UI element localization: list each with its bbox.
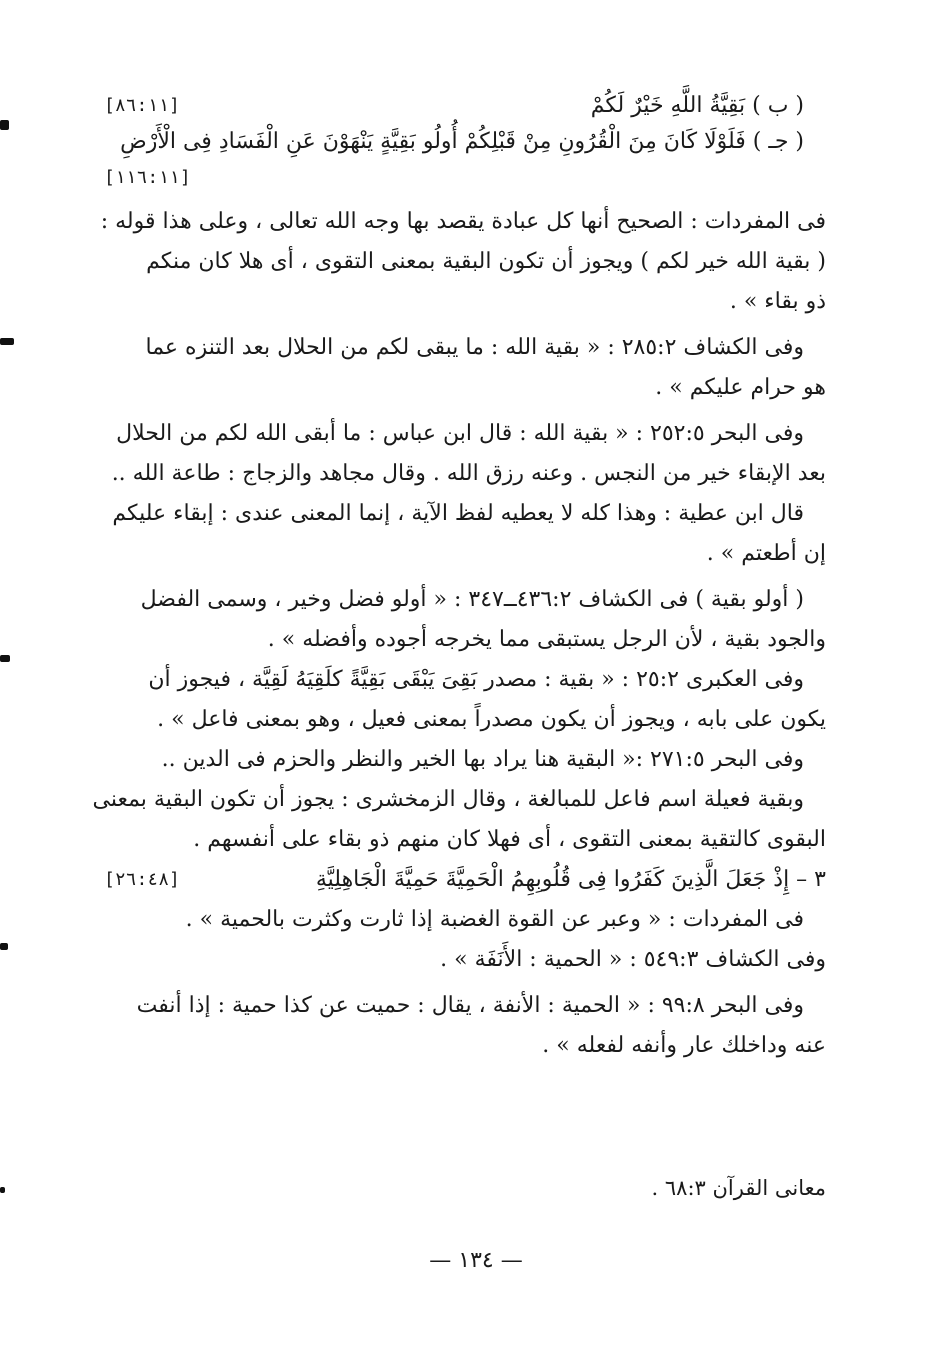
text-line	[98, 986, 826, 1026]
verse-line	[98, 160, 826, 196]
text-line	[98, 282, 826, 322]
line-text: فى المفردات : « وعبر عن القوة الغضبة إذا ثارت وكثرت بالحمية » .	[185, 907, 804, 932]
line-text: ( ب ) بَقِيَّةُ اللَّهِ خَيْرٌ لَكُمْ	[590, 93, 804, 118]
line-text: ( جـ ) فَلَوْلَا كَانَ مِنَ الْقُرُونِ مِنْ قَبْلِكُمْ أُولُو بَقِيَّةٍ يَنْهَوْنَ عَنِ الْفَسَادِ فِى الْأَرْضِ	[120, 129, 804, 154]
text-line	[98, 242, 826, 282]
text-line	[98, 740, 826, 780]
text-line	[98, 700, 826, 740]
line-text: إن أطعتم » .	[706, 541, 826, 566]
line-text: ٣ – إِذْ جَعَلَ الَّذِينَ كَفَرُوا فِى قُلُوبِهِمُ الْحَمِيَّةَ حَمِيَّةَ الْجَاهِلِيَّةِ	[315, 867, 826, 892]
line-text: وبقية فعيلة اسم فاعل للمبالغة ، وقال الزمخشرى : يجوز أن تكون البقية بمعنى	[92, 787, 804, 812]
line-text: ( أولو بقية ) فى الكشاف ٤٣٦:٢ــ٣٤٧ : « أولو فضل وخير ، وسمى الفضل	[140, 587, 804, 612]
page-number: — ١٣٤ —	[429, 1248, 523, 1273]
margin-mark	[0, 1187, 5, 1193]
verse-reference: [٢٦:٤٨]	[104, 869, 180, 890]
text-line	[98, 454, 826, 494]
line-text: يكون على بابه ، ويجوز أن يكون مصدراً بمعنى فعيل ، وهو بمعنى فاعل » .	[157, 707, 826, 732]
line-text: عنه وداخلك عار وأنفه لفعله » .	[542, 1033, 826, 1058]
line-text: بعد الإبقاء خير من النجس . وعنه رزق الله . وقال مجاهد والزجاج : طاعة الله ..	[111, 461, 826, 486]
line-text: وفى البحر ٩٩:٨ : « الحمية : الأنفة ، يقال : حميت عن كذا حمية : إذا أنفت	[136, 993, 804, 1018]
line-text: هو حرام عليكم » .	[655, 375, 826, 400]
line-text: فى المفردات : الصحيح أنها كل عبادة يقصد بها وجه الله تعالى ، وعلى هذا قوله :	[100, 209, 826, 234]
line-text: ذو بقاء » .	[729, 289, 826, 314]
text-line	[98, 414, 826, 454]
verse-reference: [٨٦:١١]	[104, 95, 180, 116]
text-line	[92, 780, 826, 820]
margin-mark	[0, 655, 10, 662]
margin-mark	[0, 120, 9, 130]
line-text: والجود بقية ، لأن الرجل يستبقى مما يخرجه أجوده وأفضله » .	[267, 627, 826, 652]
body-text	[92, 88, 826, 1066]
text-line	[98, 534, 826, 574]
text-line	[98, 660, 826, 700]
line-text: وفى الكشاف ٢٨٥:٢ : « بقية الله : ما يبقى لكم من الحلال بعد التنزه عما	[145, 335, 804, 360]
text-line	[98, 202, 826, 242]
verse-reference: [١١٦:١١]	[104, 167, 191, 188]
line-text: وفى العكبرى ٢٥:٢ : « بقية : مصدر بَقِىَ يَبْقَى بَقِيَّةً كلَقِيَهُ لَقِيَّة ، فيجوز أن	[148, 667, 804, 692]
text-line	[98, 620, 826, 660]
text-line	[98, 580, 826, 620]
verse-line	[98, 88, 826, 124]
margin-mark	[0, 338, 14, 345]
text-line	[98, 368, 826, 408]
line-text: وفى البحر ٢٥٢:٥ : « بقية الله : قال ابن عباس : ما أبقى الله لكم من الحلال	[116, 421, 804, 446]
line-text: وفى البحر ٢٧١:٥ :« البقية هنا يراد بها الخير والنظر والحزم فى الدين ..	[161, 747, 804, 772]
text-line	[98, 328, 826, 368]
text-line	[98, 494, 826, 534]
verse-line	[98, 860, 826, 900]
text-line	[98, 1026, 826, 1066]
line-text: وفى الكشاف ٥٤٩:٣ : « الحمية : الأَنَفَة » .	[440, 947, 826, 972]
text-line	[98, 940, 826, 980]
line-text: قال ابن عطية : وهذا كله لا يعطيه لفظ الآية ، إنما المعنى عندى : إبقاء عليكم	[112, 501, 804, 526]
text-line	[98, 900, 826, 940]
footnote: معانى القرآن ٦٨:٣ .	[651, 1176, 826, 1200]
margin-mark	[0, 943, 8, 950]
verse-line	[98, 124, 826, 160]
text-line	[98, 820, 826, 860]
line-text: البقوى كالتقية بمعنى التقوى ، أى فهلا كان منهم ذو بقاء على أنفسهم .	[193, 827, 826, 852]
line-text: ( بقية الله خير لكم ) ويجوز أن تكون البقية بمعنى التقوى ، أى هلا كان منكم	[146, 249, 826, 274]
